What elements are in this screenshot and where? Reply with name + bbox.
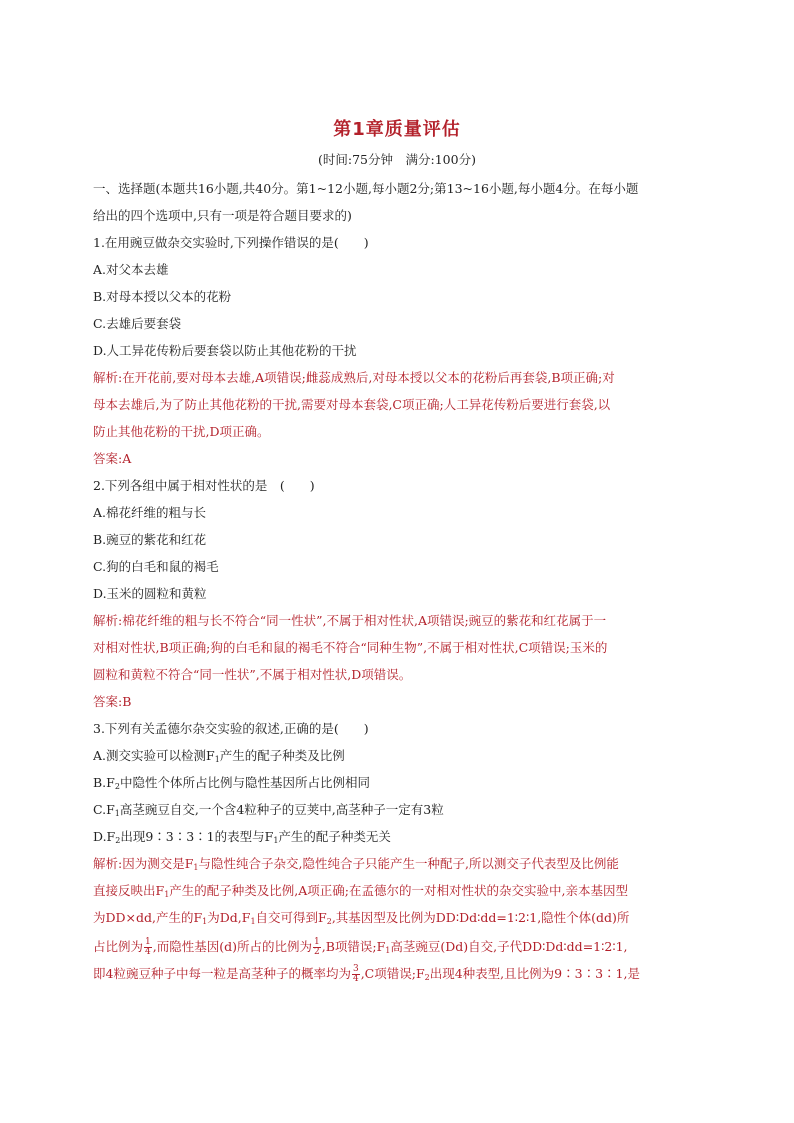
question-2-stem: 2.下列各组中属于相对性状的是 ( ): [93, 478, 315, 493]
fraction: $\frac{1}{4}$: [145, 937, 151, 957]
question-1-stem: 1.在用豌豆做杂交实验时,下列操作错误的是( ): [93, 235, 369, 250]
question-2-option-b: B.豌豆的紫花和红花: [93, 532, 207, 547]
question-2-answer: 答案:B: [93, 694, 132, 709]
question-3-analysis: 直接反映出$F_1$产生的配子种类及比例,A项正确;在孟德尔的一对相对性状的杂交实验中,亲本基因型: [93, 883, 628, 899]
question-1-answer: 答案:A: [93, 451, 132, 466]
question-1-option-c: C.去雄后要套袋: [93, 316, 182, 331]
question-3-stem: 3.下列有关孟德尔杂交实验的叙述,正确的是( ): [93, 721, 369, 736]
fraction: $\frac{3}{4}$: [352, 964, 359, 984]
fraction: $\frac{1}{2}$: [313, 937, 320, 957]
question-1-analysis: 母本去雄后,为了防止其他花粉的干扰,需要对母本套袋,C项正确;人工异花传粉后要进行套袋,以: [93, 397, 611, 412]
question-2-analysis: 解析:棉花纤维的粗与长不符合“同一性状”,不属于相对性状,A项错误;豌豆的紫花和红花属于一: [93, 613, 607, 628]
page-title: 第1章质量评估: [333, 119, 461, 140]
question-2-analysis: 圆粒和黄粒不符合“同一性状”,不属于相对性状,D项错误。: [93, 667, 412, 682]
question-3-analysis: 为DD×dd,产生的$F_1$为$Dd,F_1$自交可得到$F_2$,其基因型及比例为DD∶Dd∶dd=1∶2∶1,隐性个体(dd)所: [93, 910, 630, 926]
question-3-analysis: 即4粒豌豆种子中每一粒是高茎种子的概率均为 $\frac{3}{4}$ ,C项错误$;F_2$出现4种表型,且比例为9∶3∶3∶1,是: [93, 964, 640, 984]
question-1-option-d: D.人工异花传粉后要套袋以防止其他花粉的干扰: [93, 343, 357, 358]
question-2-option-c: C.狗的白毛和鼠的褐毛: [93, 559, 219, 574]
question-1-option-b: B.对母本授以父本的花粉: [93, 289, 232, 304]
question-2-option-d: D.玉米的圆粒和黄粒: [93, 586, 207, 601]
question-2-option-a: A.棉花纤维的粗与长: [93, 505, 207, 520]
question-1-analysis: 防止其他花粉的干扰,D项正确。: [93, 424, 270, 439]
question-3-option-c: $C.F_1$高茎豌豆自交,一个含4粒种子的豆荚中,高茎种子一定有3粒: [93, 802, 444, 818]
question-3-option-d: $D.F_2$出现9∶3∶3∶1的表型与$F_1$产生的配子种类无关: [93, 829, 391, 845]
section-heading: 一、选择题(本题共16小题,共40分。第1~12小题,每小题2分;第13~16小题,每小题4分。在每小题: [93, 181, 639, 196]
question-2-analysis: 对相对性状,B项正确;狗的白毛和鼠的褐毛不符合“同种生物”,不属于相对性状,C项错误;玉米的: [93, 640, 608, 655]
question-3-option-b: $B.F_2$中隐性个体所占比例与隐性基因所占比例相同: [93, 775, 370, 791]
question-3-analysis: 解析:因为测交是$F_1$与隐性纯合子杂交,隐性纯合子只能产生一种配子,所以测交子代表型及比例能: [93, 856, 619, 872]
question-3-option-a: A.测交实验可以检测$F_1$产生的配子种类及比例: [93, 748, 345, 764]
question-1-option-a: A.对父本去雄: [93, 262, 169, 277]
question-3-analysis: 占比例为 $\frac{1}{4}$ ,而隐性基因(d)所占的比例为 $\frac{1}{2}$ ,B项错误$;F_1$高茎豌豆(Dd)自交,子代DD∶Dd∶dd=1∶2∶1,: [93, 937, 628, 957]
question-1-analysis: 解析:在开花前,要对母本去雄,A项错误;雌蕊成熟后,对母本授以父本的花粉后再套袋,B项正确;对: [93, 370, 615, 385]
exam-info: (时间:75分钟 满分:100分): [318, 152, 476, 167]
section-heading-cont: 给出的四个选项中,只有一项是符合题目要求的): [93, 208, 352, 223]
